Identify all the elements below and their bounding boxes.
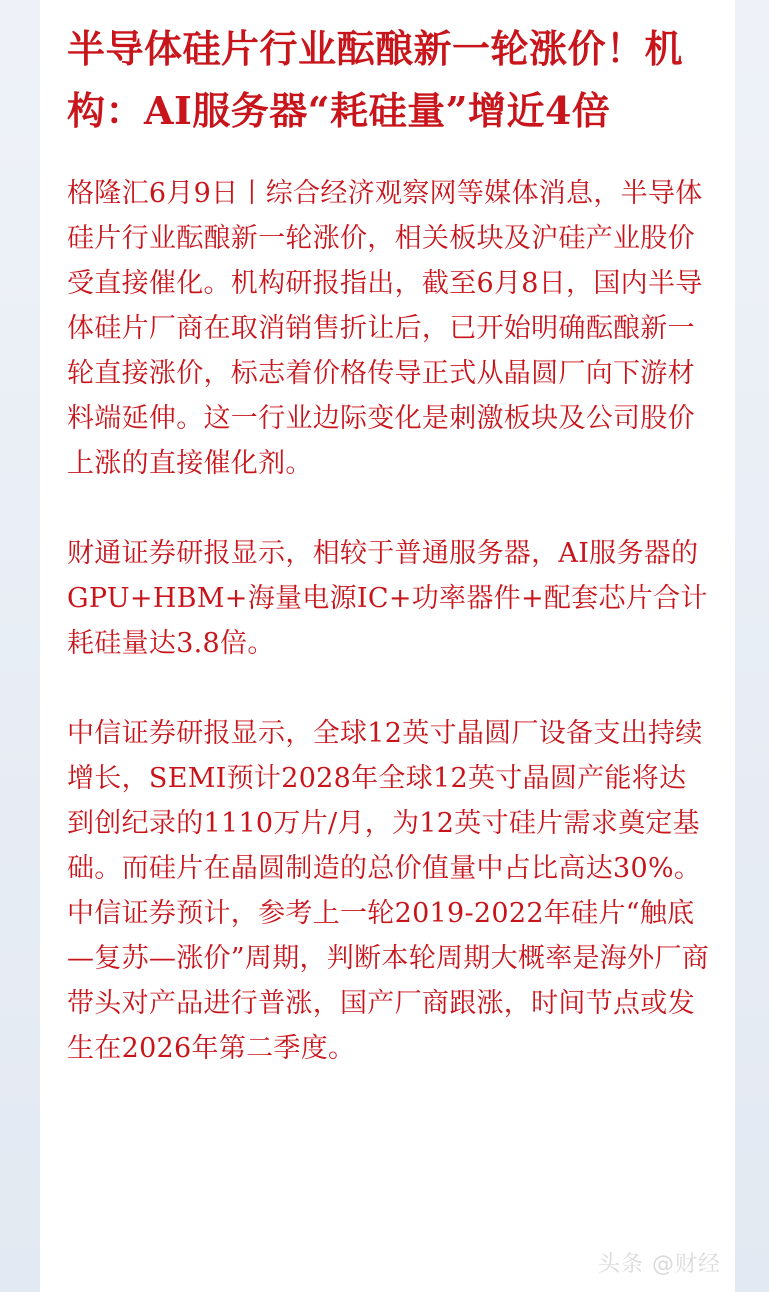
- article-paragraph-3: 中信证券研报显示，全球12英寸晶圆厂设备支出持续增长，SEMI预计2028年全球12英寸晶圆产能将达到创纪录的1110万片/月，为12英寸硅片需求奠定基础。而硅片在晶圆制造的总价值量中占比高达30%。中信证券预计，参考上一轮2019-2022年硅片“触底—复苏—涨价”周期，判断本轮周期大概率是海外厂商带头对产品进行普涨，国产厂商跟涨，时间节点或发生在2026年第二季度。: [67, 718, 710, 1064]
- watermark: 头条 @财经: [598, 1252, 721, 1277]
- article-paragraph-2: 财通证券研报显示，相较于普通服务器，AI服务器的GPU+HBM+海量电源IC+功率器件+配套芯片合计耗硅量达3.8倍。: [67, 538, 708, 659]
- article-card: [40, 0, 735, 1292]
- page-background-left: [0, 0, 40, 1292]
- page-background-right: [735, 0, 769, 1292]
- article-title: 半导体硅片行业酝酿新一轮涨价！机构：AI服务器“耗硅量”增近4倍: [67, 26, 684, 133]
- article-paragraph-1: 格隆汇6月9日丨综合经济观察网等媒体消息，半导体硅片行业酝酿新一轮涨价，相关板块及沪硅产业股价受直接催化。机构研报指出，截至6月8日，国内半导体硅片厂商在取消销售折让后，已开始明确酝酿新一轮直接涨价，标志着价格传导正式从晶圆厂向下游材料端延伸。这一行业边际变化是刺激板块及公司股价上涨的直接催化剂。: [67, 178, 703, 479]
